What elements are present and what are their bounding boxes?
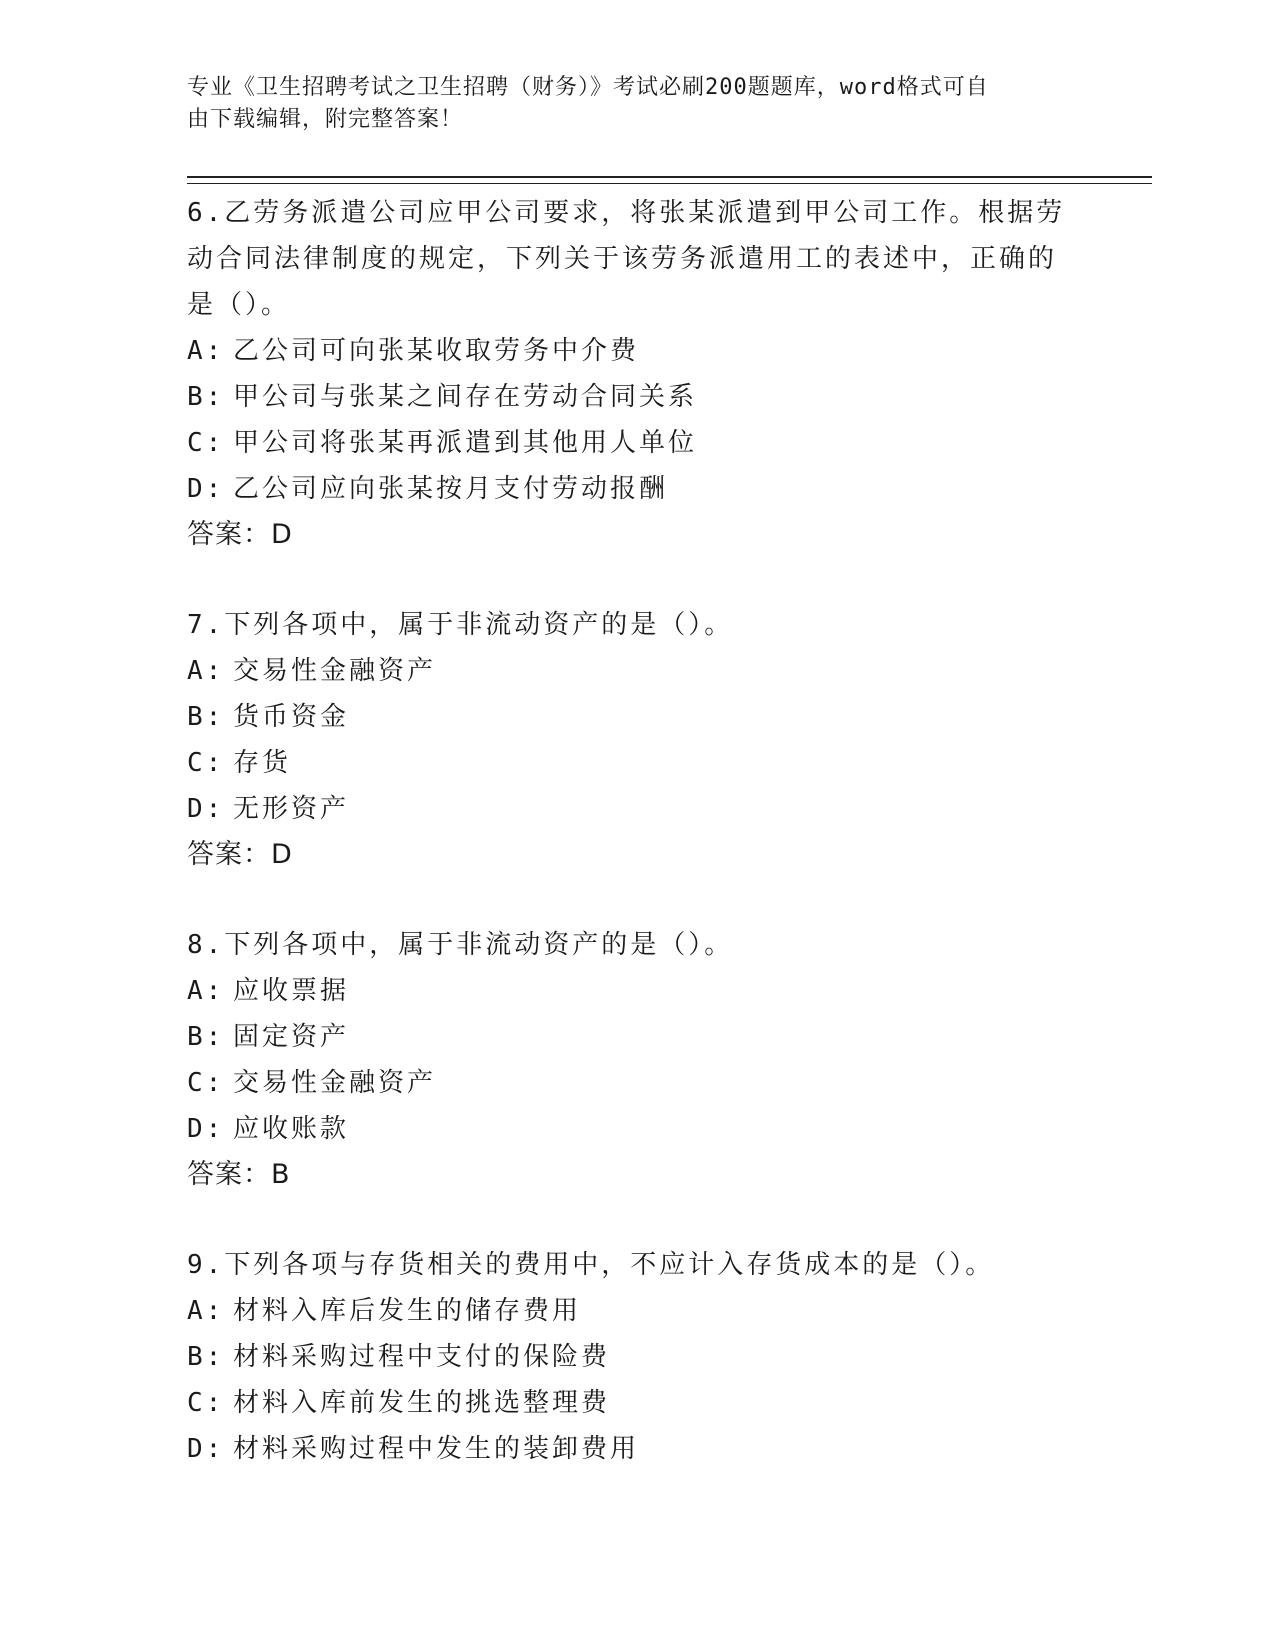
option-key: B: — [187, 702, 225, 732]
answer-option — [187, 1106, 1067, 1152]
answer-option — [187, 1426, 1067, 1472]
option-text: 甲公司与张某之间存在劳动合同关系 — [233, 382, 698, 412]
option-text: 材料入库前发生的挑选整理费 — [233, 1388, 611, 1418]
question-spacer — [187, 558, 1067, 602]
question-block — [187, 190, 1067, 558]
header-line-1: 专业《卫生招聘考试之卫生招聘（财务）》考试必刷200题题库，word格式可自 — [187, 75, 989, 100]
option-text: 甲公司将张某再派遣到其他用人单位 — [233, 428, 698, 458]
answer-line: 答案：D — [187, 519, 293, 550]
answer-option — [187, 968, 1067, 1014]
option-key: D: — [187, 1434, 225, 1464]
answer-line: 答案：B — [187, 1159, 291, 1190]
answer-option — [187, 1380, 1067, 1426]
answer-option — [187, 1288, 1067, 1334]
option-text: 存货 — [233, 748, 292, 778]
answer-option — [187, 1334, 1067, 1380]
option-text: 应收账款 — [233, 1114, 350, 1144]
option-text: 交易性金融资产 — [233, 1068, 437, 1098]
option-key: A: — [187, 1296, 225, 1326]
option-text: 货币资金 — [233, 702, 350, 732]
answer-option — [187, 740, 1067, 786]
option-key: A: — [187, 336, 225, 366]
option-text: 交易性金融资产 — [233, 656, 437, 686]
answer-option — [187, 1060, 1067, 1106]
option-text: 乙公司应向张某按月支付劳动报酬 — [233, 474, 669, 504]
answer-line: 答案：D — [187, 839, 293, 870]
option-text: 材料采购过程中发生的装卸费用 — [233, 1434, 640, 1464]
question-spacer — [187, 878, 1067, 922]
option-text: 无形资产 — [233, 794, 350, 824]
answer-option — [187, 786, 1067, 832]
option-text: 固定资产 — [233, 1022, 350, 1052]
question-spacer — [187, 1198, 1067, 1242]
answer-option — [187, 466, 1067, 512]
option-key: D: — [187, 1114, 225, 1144]
question-block — [187, 602, 1067, 878]
option-key: B: — [187, 382, 225, 412]
question-stem-line: 是（）。 — [187, 290, 291, 320]
option-key: C: — [187, 748, 225, 778]
option-key: C: — [187, 1388, 225, 1418]
option-key: D: — [187, 794, 225, 824]
answer-option — [187, 648, 1067, 694]
option-key: A: — [187, 656, 225, 686]
option-key: B: — [187, 1022, 225, 1052]
option-key: D: — [187, 474, 225, 504]
option-text: 应收票据 — [233, 976, 350, 1006]
answer-option — [187, 374, 1067, 420]
question-stem-line: 9.下列各项与存货相关的费用中，不应计入存货成本的是（）。 — [187, 1250, 995, 1280]
question-list — [187, 190, 1067, 1472]
answer-option — [187, 328, 1067, 374]
option-key: B: — [187, 1342, 225, 1372]
option-text: 材料采购过程中支付的保险费 — [233, 1342, 611, 1372]
option-key: C: — [187, 428, 225, 458]
answer-option — [187, 420, 1067, 466]
document-header — [187, 72, 1067, 136]
question-stem-line: 8.下列各项中，属于非流动资产的是（）。 — [187, 930, 734, 960]
question-stem-line: 7.下列各项中，属于非流动资产的是（）。 — [187, 610, 734, 640]
header-line-2: 由下载编辑，附完整答案！ — [187, 107, 464, 132]
option-key: A: — [187, 976, 225, 1006]
question-stem-line: 动合同法律制度的规定，下列关于该劳务派遣用工的表述中，正确的 — [187, 244, 1058, 274]
question-block — [187, 922, 1067, 1198]
header-divider — [187, 176, 1152, 184]
answer-option — [187, 1014, 1067, 1060]
option-key: C: — [187, 1068, 225, 1098]
answer-option — [187, 694, 1067, 740]
question-block — [187, 1242, 1067, 1472]
option-text: 材料入库后发生的储存费用 — [233, 1296, 582, 1326]
option-text: 乙公司可向张某收取劳务中介费 — [233, 336, 640, 366]
question-stem-line: 6.乙劳务派遣公司应甲公司要求，将张某派遣到甲公司工作。根据劳 — [187, 198, 1066, 228]
